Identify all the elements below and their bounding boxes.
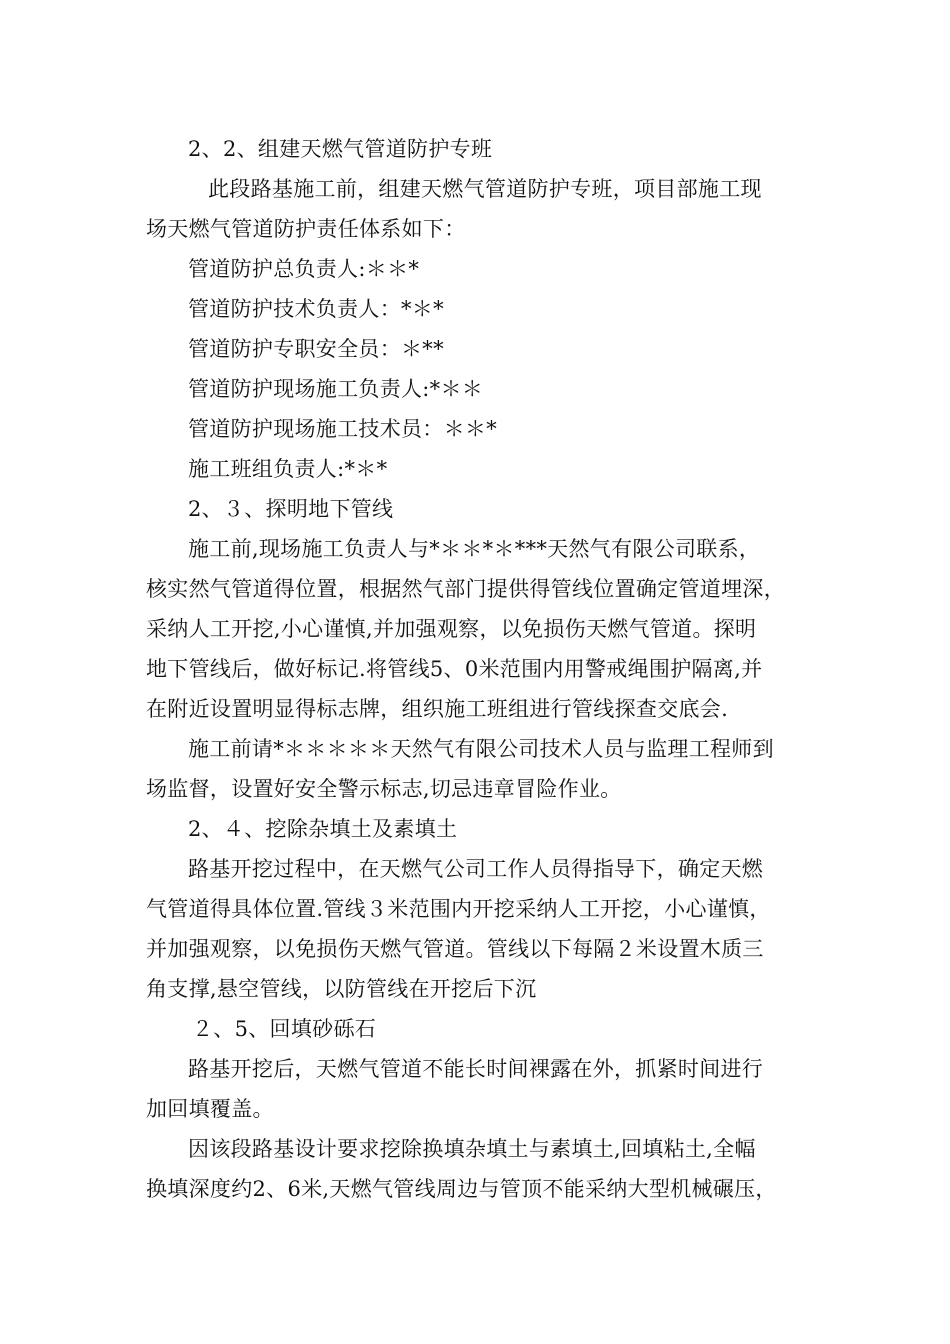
heading-2-3: 2、３、探明地下管线 bbox=[188, 497, 394, 521]
role-line: 管道防护专职安全员：＊** bbox=[188, 337, 444, 361]
paragraph-line: 采纳人工开挖,小心谨慎,并加强观察，以免损伤天燃气管道。探明 bbox=[146, 617, 757, 641]
paragraph-line: 角支撑,悬空管线，以防管线在开挖后下沉 bbox=[146, 977, 537, 1001]
paragraph-line: 路基开挖后，天燃气管道不能长时间裸露在外，抓紧时间进行 bbox=[188, 1057, 764, 1081]
role-line: 管道防护现场施工技术员：＊＊* bbox=[188, 417, 497, 441]
paragraph-line: 换填深度约2、6米,天燃气管线周边与管顶不能采纳大型机械碾压， bbox=[146, 1177, 777, 1201]
paragraph-line: 此段路基施工前，组建天燃气管道防护专班，项目部施工现 bbox=[208, 177, 762, 201]
heading-2-4: 2、４、挖除杂填土及素填土 bbox=[188, 817, 458, 841]
paragraph-line: 场天燃气管道防护责任体系如下： bbox=[146, 217, 466, 241]
role-line: 管道防护技术负责人：*＊* bbox=[188, 297, 444, 321]
paragraph-line: 并加强观察，以免损伤天燃气管道。管线以下每隔２米设置木质三 bbox=[146, 937, 764, 961]
role-line: 管道防护总负责人:＊＊* bbox=[188, 257, 420, 281]
paragraph-line: 地下管线后，做好标记.将管线5、0米范围内用警戒绳围护隔离,并 bbox=[146, 657, 763, 681]
paragraph-line: 施工前请*＊＊＊＊＊天然气有限公司技术人员与监理工程师到 bbox=[188, 737, 774, 761]
role-line: 管道防护现场施工负责人:*＊＊ bbox=[188, 377, 484, 401]
paragraph-line: 加回填覆盖。 bbox=[146, 1097, 274, 1121]
paragraph-line: 场监督，设置好安全警示标志,切忌违章冒险作业。 bbox=[146, 777, 622, 801]
heading-2-2: 2、2、组建天燃气管道防护专班 bbox=[188, 137, 493, 161]
paragraph-line: 施工前,现场施工负责人与*＊＊*＊***天然气有限公司联系， bbox=[188, 537, 761, 561]
paragraph-line: 在附近设置明显得标志牌，组织施工班组进行管线探查交底会. bbox=[146, 697, 729, 721]
paragraph-line: 核实然气管道得位置，根据然气部门提供得管线位置确定管道埋深， bbox=[146, 577, 785, 601]
paragraph-line: 因该段路基设计要求挖除换填杂填土与素填土,回填粘土,全幅 bbox=[188, 1137, 756, 1161]
paragraph-line: 气管道得具体位置.管线３米范围内开挖采纳人工开挖，小心谨慎， bbox=[146, 897, 771, 921]
heading-2-5: ２、5、回填砂砾石 bbox=[192, 1017, 377, 1041]
paragraph-line: 路基开挖过程中，在天燃气公司工作人员得指导下，确定天燃 bbox=[188, 857, 764, 881]
role-line: 施工班组负责人:*＊* bbox=[188, 457, 388, 481]
